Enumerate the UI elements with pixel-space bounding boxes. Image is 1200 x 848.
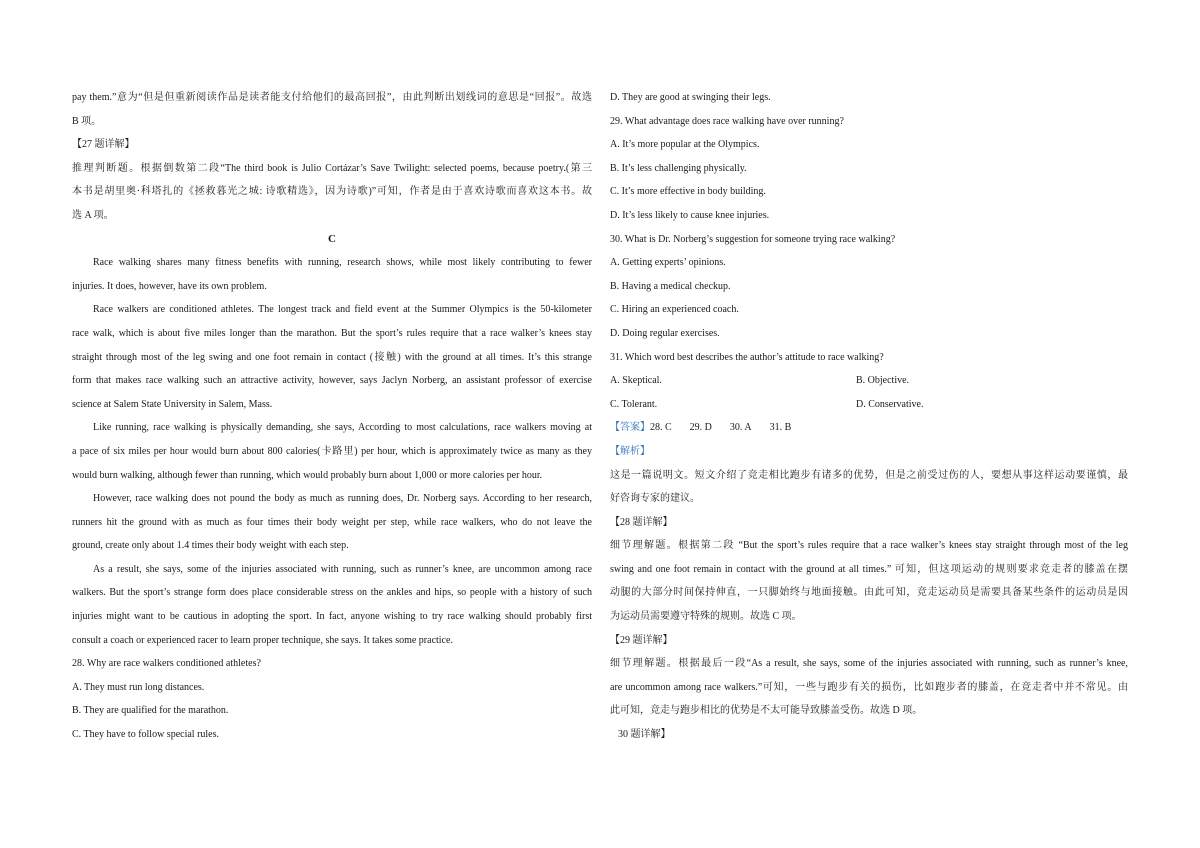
question-29: 29. What advantage does race walking have over running? [610, 115, 844, 127]
passage-line: However, race walking does not pound the body as much as running does, Dr. Norberg says. According to her research, [93, 493, 592, 505]
q28-explanation-line: 为运动员需要遵守特殊的规则。故选 C 项。 [610, 611, 802, 623]
q30-heading: 30 题详解】 [618, 729, 671, 741]
option-29b: B. It’s less challenging physically. [610, 162, 747, 174]
answer-29: 29. D [689, 422, 712, 434]
q27-explanation-line: 本书是胡里奥·科塔扎的《拯救暮光之城: 诗歌精选》，因为诗歌)”可知，作者是由于喜欢诗歌而喜欢这本书。故 [72, 186, 592, 198]
passage-line: walkers. But the sport’s strange form does place considerable stress on the ankles and hips, so people with a history of such [72, 587, 592, 599]
passage-line: runners hit the ground with as much as four times their body weight per step, while race walkers, who do not leave the [72, 516, 592, 528]
option-31c: C. Tolerant. [610, 398, 658, 410]
option-31a: A. Skeptical. [610, 375, 662, 387]
option-30a: A. Getting experts’ opinions. [610, 257, 726, 269]
option-31d: D. Conservative. [856, 398, 924, 410]
q27-heading: 【27 题详解】 [72, 139, 135, 151]
option-28b: B. They are qualified for the marathon. [72, 705, 229, 717]
question-31: 31. Which word best describes the author’s attitude to race walking? [610, 351, 884, 363]
passage-line: Like running, race walking is physically demanding, she says, According to most calculations, race walkers moving at [93, 422, 592, 434]
passage-line: Race walkers are conditioned athletes. The longest track and field event at the Summer Olympics is the 50-kilometer [93, 304, 592, 316]
question-28: 28. Why are race walkers conditioned athletes? [72, 658, 261, 670]
right-column [610, 86, 1128, 747]
passage-line: race walk, which is about five miles longer than the marathon. But the sport’s rules require that a race walker’s knees stay [72, 327, 592, 339]
answer-31: 31. B [769, 422, 792, 434]
q29-explanation-line: 此可知，竞走与跑步相比的优势是不太可能导致膝盖受伤。故选 D 项。 [610, 705, 923, 717]
q29-heading: 【29 题详解】 [610, 634, 673, 646]
option-30c: C. Hiring an experienced coach. [610, 304, 739, 316]
options-31-row1 [610, 369, 1128, 393]
option-29d: D. It’s less likely to cause knee injuries. [610, 209, 770, 221]
q27-explanation-line: 推理判断题。根据倒数第二段“The third book is Julio Cortázar’s Save Twilight: selected poems, because poetry.(第三 [72, 162, 592, 174]
q28-explanation-line: swing and one foot remain in contact with the ground at all times.” 可知，但这项运动的规则要求竞走者的膝盖在摆 [610, 563, 1128, 575]
passage-line: As a result, she says, some of the injuries associated with running, such as runner’s knee, are uncommon among race [93, 563, 592, 575]
passage-line: injuries. It does, however, have its own problem. [72, 280, 267, 292]
option-29a: A. It’s more popular at the Olympics. [610, 139, 760, 151]
passage-line: consult a coach or experienced racer to learn proper technique, she says. It takes some practice. [72, 634, 453, 646]
answer-tag: 【答案】 [610, 422, 650, 434]
q29-explanation-line: 细节理解题。根据最后一段“As a result, she says, some of the injuries associated with running, such as runner’s knee, [610, 658, 1128, 670]
answer-30: 30. A [729, 422, 752, 434]
answer-line [610, 416, 1128, 440]
option-28c: C. They have to follow special rules. [72, 729, 220, 741]
option-29c: C. It’s more effective in body building. [610, 186, 766, 198]
options-31-row2 [610, 393, 1128, 417]
q28-explanation-line: 动腿的大部分时间保持伸直，一只脚始终与地面接触。由此可知，竞走运动员是需要具备某些条件的运动员是因 [610, 587, 1128, 599]
option-30d: D. Doing regular exercises. [610, 327, 720, 339]
q27-explanation-line: 选 A 项。 [72, 209, 114, 221]
passage-line: injuries might want to be cautious in adopting the sport. In fact, anyone wishing to try race walking should probably first [72, 611, 592, 623]
q29-explanation-line: are uncommon among race walkers.”可知，一些与跑步有关的损伤，比如跑步者的膝盖，在竞走者中并不常见。由 [610, 681, 1128, 693]
passage-line: science at Salem State University in Salem, Mass. [72, 398, 273, 410]
passage-line: would burn walking, although fewer than running, which would probably burn about 1,000 or more calories per hour. [72, 469, 543, 481]
question-30: 30. What is Dr. Norberg’s suggestion for someone trying race walking? [610, 233, 896, 245]
option-31b: B. Objective. [856, 375, 910, 387]
analysis-line: 这是一篇说明文。短文介绍了竞走相比跑步有诸多的优势，但是之前受过伤的人，要想从事这样运动要谨慎，最 [610, 469, 1128, 481]
section-title: C [328, 232, 336, 245]
prev-explanation-line: pay them.”意为“但是但重新阅读作品是读者能支付给他们的最高回报”，由此判断出划线词的意思是“回报”。故选 [72, 92, 592, 103]
analysis-tag: 【解析】 [610, 445, 650, 457]
prev-explanation-line: B 项。 [72, 115, 102, 127]
option-30b: B. Having a medical checkup. [610, 280, 731, 292]
left-column [72, 86, 592, 747]
option-28a: A. They must run long distances. [72, 681, 205, 693]
passage-line: form that makes race walking such an attractive activity, however, says Jaclyn Norberg, an assistant professor of exercise [72, 375, 592, 387]
analysis-line: 好咨询专家的建议。 [610, 493, 700, 505]
q28-explanation-line: 细节理解题。根据第二段 “But the sport’s rules require that a race walker’s knees stay straight through most of the leg [610, 540, 1128, 552]
passage-line: straight through most of the leg swing and one foot remain in contact (接触) with the ground at all times. It’s this strange [72, 351, 592, 363]
answer-28: 28. C [650, 422, 672, 434]
q28-heading: 【28 题详解】 [610, 516, 673, 528]
option-28d: D. They are good at swinging their legs. [610, 92, 771, 103]
passage-line: Race walking shares many fitness benefits with running, research shows, while most likely contributing to fewer [93, 257, 592, 269]
passage-line: a pace of six miles per hour would burn about 800 calories(卡路里) per hour, which is approximately twice as many as they [72, 445, 592, 457]
passage-line: ground, create only about 1.4 times their body weight with each step. [72, 540, 349, 552]
